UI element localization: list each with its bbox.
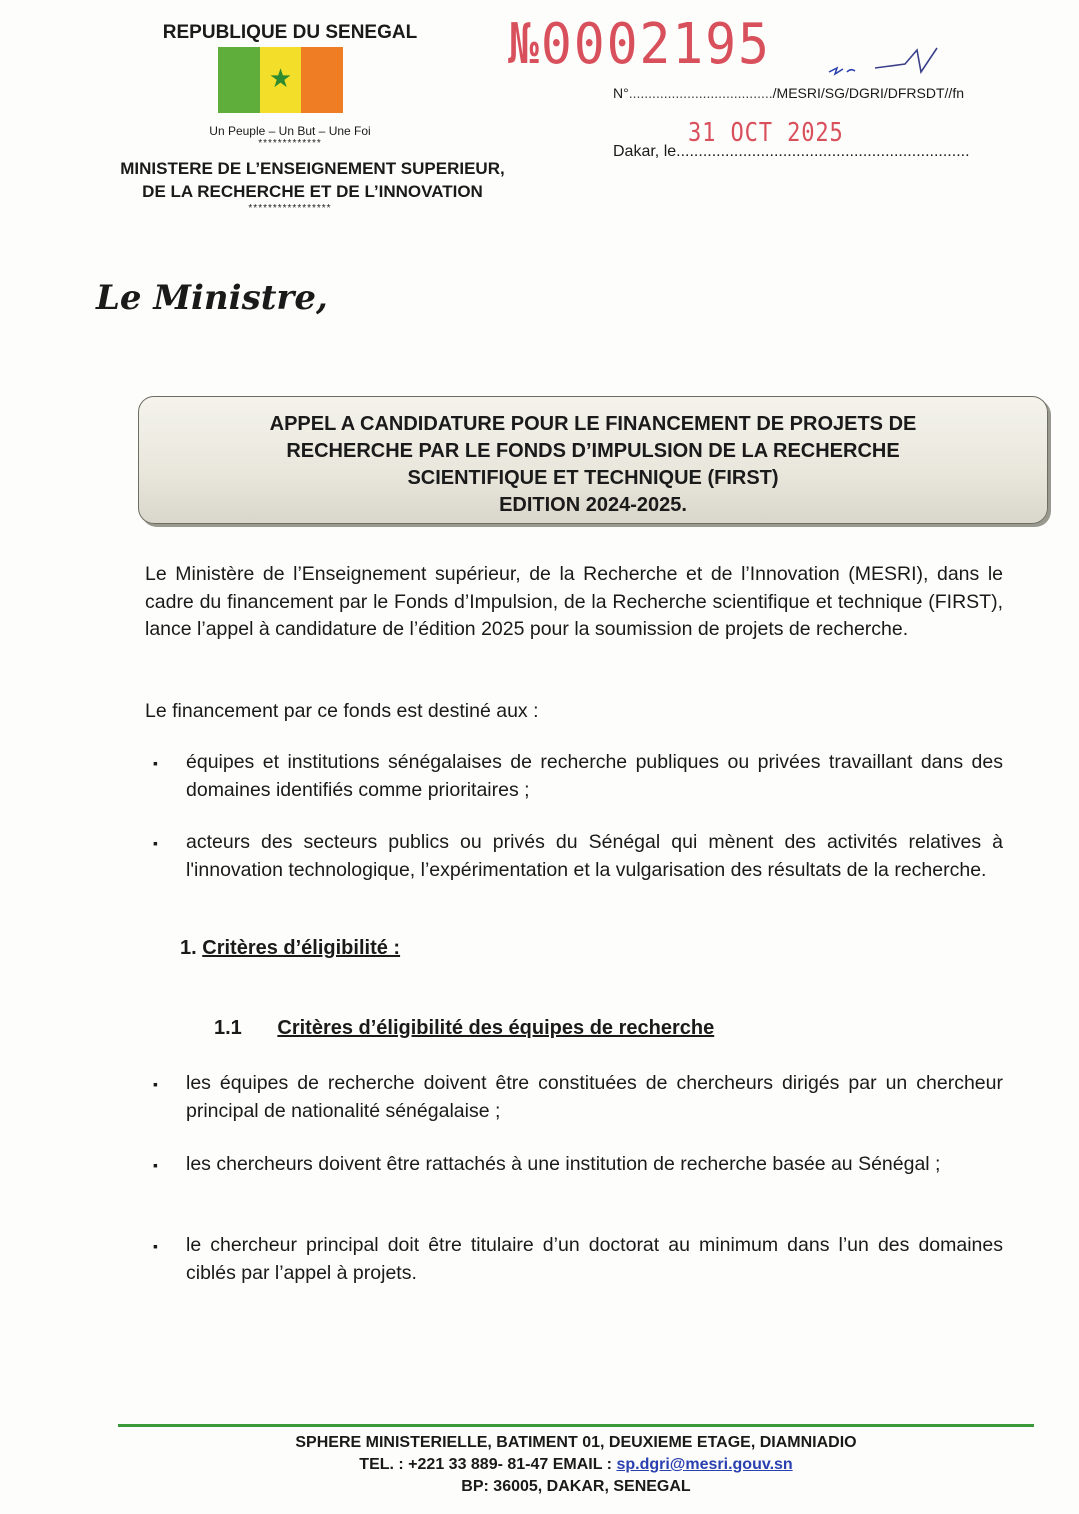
intro-paragraph: Le Ministère de l’Enseignement supérieur, de la Recherche et de l’Innovation (MESRI), dans le cadre du financement par le Fonds d’Impulsion, de la Recherche scientifique et technique (FIRST), lance l’appel à candidature de l’édition 2025 pour la soumission de projets de recherche. [145,563,1003,640]
national-motto: Un Peuple – Un But – Une Foi [209,124,371,138]
country-title: REPUBLIQUE DU SENEGAL [162,22,418,43]
reference-line [613,85,1043,101]
separator-stars: ************* [258,138,322,149]
footer-po-box: BP: 36005, DAKAR, SENEGAL [461,1478,691,1495]
section-1-number: 1. [180,937,197,959]
footer-tel: TEL. : +221 33 889- 81-47 EMAIL : [359,1456,617,1473]
beneficiary-item: acteurs des secteurs publics ou privés du Sénégal qui mènent des activités relatives à l'innovation technologique, l’expérimentation et la vulgarisation des résultats de la recherche. [186,831,1003,881]
star-icon: ★ [268,63,293,93]
bullet-icon: ▪ [153,835,158,851]
minister-heading: Le Ministre, [96,278,328,318]
beneficiary-item: équipes et institutions sénégalaises de recherche publiques ou privées travaillant dans des domaines identifiés comme prioritaires ; [186,751,1003,801]
criteria-item: les chercheurs doivent être rattachés à une institution de recherche basée au Sénégal ; [186,1153,941,1175]
ministry-line-2: DE LA RECHERCHE ET DE L’INNOVATION [142,182,483,201]
flag-red-band [301,47,343,113]
ministry-name [70,157,555,203]
footer-contact [118,1454,1034,1476]
flag-green-band [218,47,260,113]
date-stamp: 31 OCT 2025 [688,118,844,148]
section-1-title: Critères d’éligibilité : [202,937,401,959]
registration-stamp-number: №0002195 [508,12,771,77]
section-1-1-heading [214,1017,714,1040]
ministry-line-1: MINISTERE DE L’ENSEIGNEMENT SUPERIEUR, [120,159,505,178]
flag-yellow-band [260,47,302,113]
reference-prefix: N° [613,85,629,101]
destined-paragraph: Le financement par ce fonds est destiné aux : [145,700,539,722]
bullet-icon: ▪ [153,1238,158,1254]
separator-stars-long: ***************** [248,203,332,214]
section-1-heading [180,937,400,960]
title-line-4: EDITION 2024-2025. [499,494,687,516]
call-title-box [138,396,1048,524]
footer-divider [118,1424,1034,1427]
title-line-2: RECHERCHE PAR LE FONDS D’IMPULSION DE LA RECHERCHE [286,440,900,462]
senegal-flag [218,47,343,113]
date-prefix: Dakar, le [613,143,677,160]
section-1-1-title: Critères d’éligibilité des équipes de recherche [277,1017,715,1039]
section-1-1-number: 1.1 [214,1017,242,1039]
handwritten-initials [825,42,945,82]
footer-email-link[interactable]: sp.dgri@mesri.gouv.sn [616,1456,793,1473]
title-line-1: APPEL A CANDIDATURE POUR LE FINANCEMENT DE PROJETS DE [269,413,917,435]
bullet-icon: ▪ [153,755,158,771]
reference-dots: ..................................... [628,85,773,101]
criteria-item: les équipes de recherche doivent être constituées de chercheurs dirigés par un chercheur principal de nationalité sénégalaise ; [186,1072,1003,1122]
footer-address: SPHERE MINISTERIELLE, BATIMENT 01, DEUXIEME ETAGE, DIAMNIADIO [295,1434,857,1451]
reference-code: /MESRI/SG/DGRI/DFRSDT//fn [772,85,964,101]
bullet-icon: ▪ [153,1076,158,1092]
title-line-3: SCIENTIFIQUE ET TECHNIQUE (FIRST) [407,467,779,489]
bullet-icon: ▪ [153,1157,158,1173]
date-dots: .................................................................. [676,143,970,160]
criteria-item: le chercheur principal doit être titulaire d’un doctorat au minimum dans l’un des domaines ciblés par l’appel à projets. [186,1234,1003,1284]
